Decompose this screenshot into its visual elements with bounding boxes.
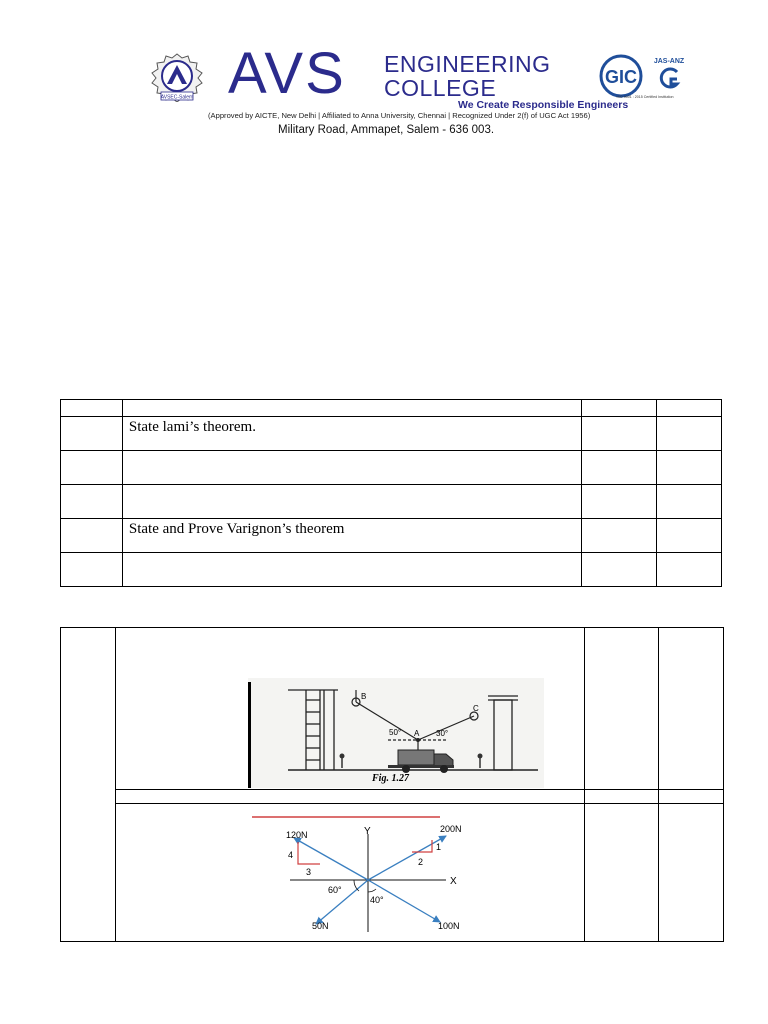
emblem-label: AVSEC-Salem [160,94,194,101]
table-row [61,553,722,587]
table-cell [61,417,123,451]
x-axis-label: X [450,876,457,887]
table-cell [657,417,722,451]
table-cell [582,553,657,587]
angle-right-label: 30° [436,729,449,738]
table-row [61,400,722,417]
table-cell [657,400,722,417]
cert-bottom-text: ISO 9001 : 2015 Certified Institution [616,95,674,99]
college-emblem-icon [148,52,206,102]
point-a-label: A [414,729,420,738]
angle-40-label: 40° [370,895,384,905]
questions-table [60,399,722,587]
force-200n-arrow [368,836,446,880]
truck-cable-figure [248,678,544,788]
column-divider [115,628,116,941]
row-divider [115,789,723,790]
force-system-figure [250,812,476,932]
table-cell [582,417,657,451]
cert-top-text: JAS-ANZ [653,58,685,65]
certification-logo-icon [597,54,693,100]
table-cell [657,485,722,519]
column-divider [658,628,659,941]
table-row [61,485,722,519]
column-divider [584,628,585,941]
table-row [61,417,722,451]
question-cell [122,451,581,485]
force-50n-arrow [316,880,368,924]
question-cell [122,485,581,519]
table-cell [61,553,123,587]
row-divider [115,803,723,804]
question-cell [122,553,581,587]
slope-ul-horizontal: 3 [306,867,312,877]
force-100n-label: 100N [438,921,460,931]
table-row [61,519,722,553]
point-c-label: C [473,704,479,713]
slope-ul-vertical: 4 [288,850,294,860]
table-cell [582,400,657,417]
figure-caption: Fig. 1.27 [372,773,409,784]
college-header [0,0,768,150]
table-cell [657,553,722,587]
force-200n-label: 200N [440,824,462,834]
cert-badge-text: GIC [604,67,638,87]
slope-ur-vertical: 1 [436,842,442,852]
question-cell: State and Prove Varignon’s theorem [122,519,581,553]
table-cell [657,519,722,553]
college-name-line2: COLLEGE [384,75,497,101]
table-cell [582,485,657,519]
table-cell [657,451,722,485]
table-cell [61,485,123,519]
force-50n-label: 50N [312,921,329,931]
college-address: Military Road, Ammapet, Salem - 636 003. [278,124,495,136]
table-cell [582,451,657,485]
table-cell [61,451,123,485]
slope-ur-horizontal: 2 [418,857,424,867]
question-cell: State lami’s theorem. [122,417,581,451]
table-cell [61,519,123,553]
approval-line: (Approved by AICTE, New Delhi | Affiliated to Anna University, Chennai | Recognized Under 2(f) of UGC Act 1956) [208,111,591,120]
table-row [61,451,722,485]
college-tagline: We Create Responsible Engineers [458,99,629,111]
point-b-label: B [361,692,367,701]
angle-left-label: 50° [389,728,402,737]
table-cell [61,400,123,417]
college-brand: AVS [228,41,346,106]
force-120n-label: 120N [286,830,308,840]
y-axis-label: Y [364,826,371,837]
college-name-line1: ENGINEERING [384,51,551,77]
angle-60-label: 60° [328,885,342,895]
table-cell [582,519,657,553]
question-cell [122,400,581,417]
